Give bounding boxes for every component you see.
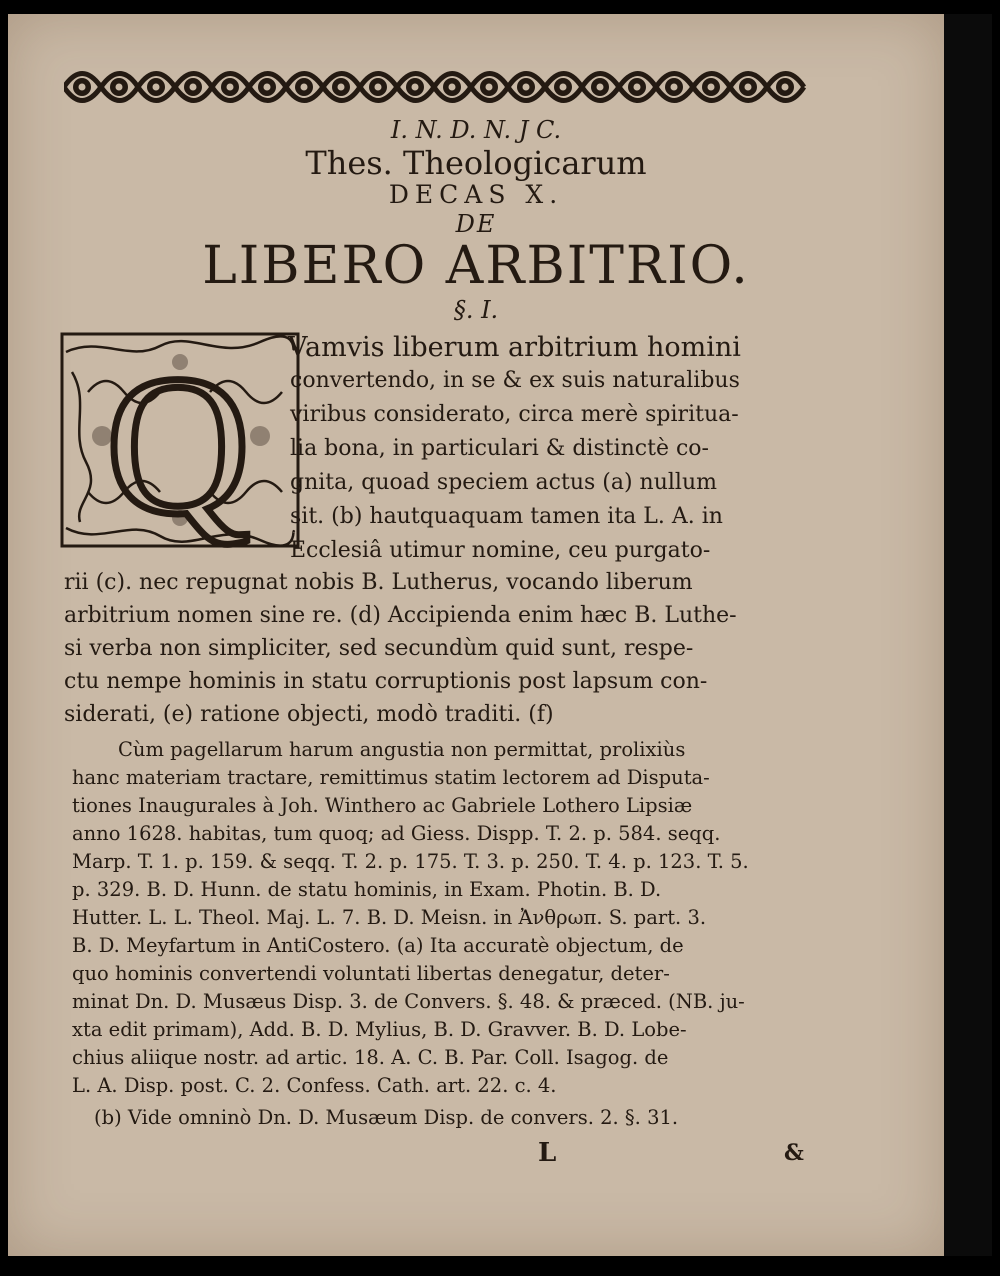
scan-edge	[944, 14, 992, 1256]
note-line: quo hominis convertendi voluntati libertas denegatur, deter-	[72, 962, 670, 985]
text-line: siderati, (e) ratione objecti, modò traditi. (f)	[64, 702, 554, 727]
book-page	[8, 14, 944, 1256]
note-line: hanc materiam tractare, remittimus statim lectorem ad Disputa-	[72, 766, 710, 789]
note-line: Cùm pagellarum harum angustia non permittat, prolixiùs	[118, 738, 686, 761]
title-line-3: DE	[455, 210, 497, 238]
note-line: xta edit primam), Add. B. D. Mylius, B. D. Gravver. B. D. Lobe-	[72, 1018, 687, 1041]
note-line: Hutter. L. L. Theol. Maj. L. 7. B. D. Meisn. in Ἀνθρωπ. S. part. 3.	[72, 906, 707, 929]
catchword: &	[784, 1140, 804, 1166]
note-line: tiones Inaugurales à Joh. Winthero ac Gabriele Lothero Lipsiæ	[72, 794, 693, 817]
note-line: L. A. Disp. post. C. 2. Confess. Cath. art. 22. c. 4.	[72, 1074, 557, 1097]
note-line: chius aliique nostr. ad artic. 18. A. C. B. Par. Coll. Isagog. de	[72, 1046, 669, 1069]
drop-cap-letter: Q	[105, 335, 251, 548]
text-line: si verba non simpliciter, sed secundùm quid sunt, respe-	[64, 636, 694, 661]
text-line: ctu nempe hominis in statu corruptionis post lapsum con-	[64, 669, 708, 694]
title-line-1: Thes. Theologicarum	[305, 144, 647, 182]
text-line: arbitrium nomen sine re. (d) Accipienda enim hæc B. Luthe-	[64, 603, 737, 628]
invocation: I. N. D. N. J C.	[390, 116, 562, 144]
text-line: viribus consideratо, circa merè spiritua-	[290, 402, 739, 427]
text-line: convertendo, in se & ex suis naturalibus	[290, 368, 740, 393]
text-line: lia bona, in particulari & distinctè co-	[290, 436, 709, 461]
decorated-initial	[60, 332, 300, 548]
text-line: Vamvis liberum arbitrium homini	[288, 332, 741, 363]
note-line: anno 1628. habitas, tum quoq; ad Giess. Dispp. T. 2. p. 584. seqq.	[72, 822, 721, 845]
note-line: minat Dn. D. Musæus Disp. 3. de Convers. §. 48. & præced. (NB. ju-	[72, 990, 745, 1013]
section-mark: §. I.	[453, 296, 499, 324]
ornamental-border	[64, 56, 806, 118]
note-line: p. 329. B. D. Hunn. de statu hominis, in Exam. Photin. B. D.	[72, 878, 662, 901]
text-line: rii (c). nec repugnat nobis B. Lutherus, vocando liberum	[64, 570, 693, 595]
note-line: (b) Vide omninò Dn. D. Musæum Disp. de convers. 2. §. 31.	[94, 1106, 679, 1129]
text-line: Ecclesiâ utimur nomine, ceu purgato-	[290, 538, 711, 563]
main-title: LIBERO ARBITRIO.	[202, 236, 750, 296]
text-line: gnita, quoad speciem actus (a) nullum	[290, 470, 717, 495]
text-line: sit. (b) hautquaquam tamen ita L. A. in	[290, 504, 723, 529]
note-line: Marp. T. 1. p. 159. & seqq. T. 2. p. 175. T. 3. p. 250. T. 4. p. 123. T. 5.	[72, 850, 749, 873]
title-line-2: DECAS X.	[388, 180, 564, 209]
signature-mark: L	[538, 1138, 557, 1168]
note-line: B. D. Meyfartum in AntiCostero. (a) Ita accuratè objectum, de	[72, 934, 684, 957]
